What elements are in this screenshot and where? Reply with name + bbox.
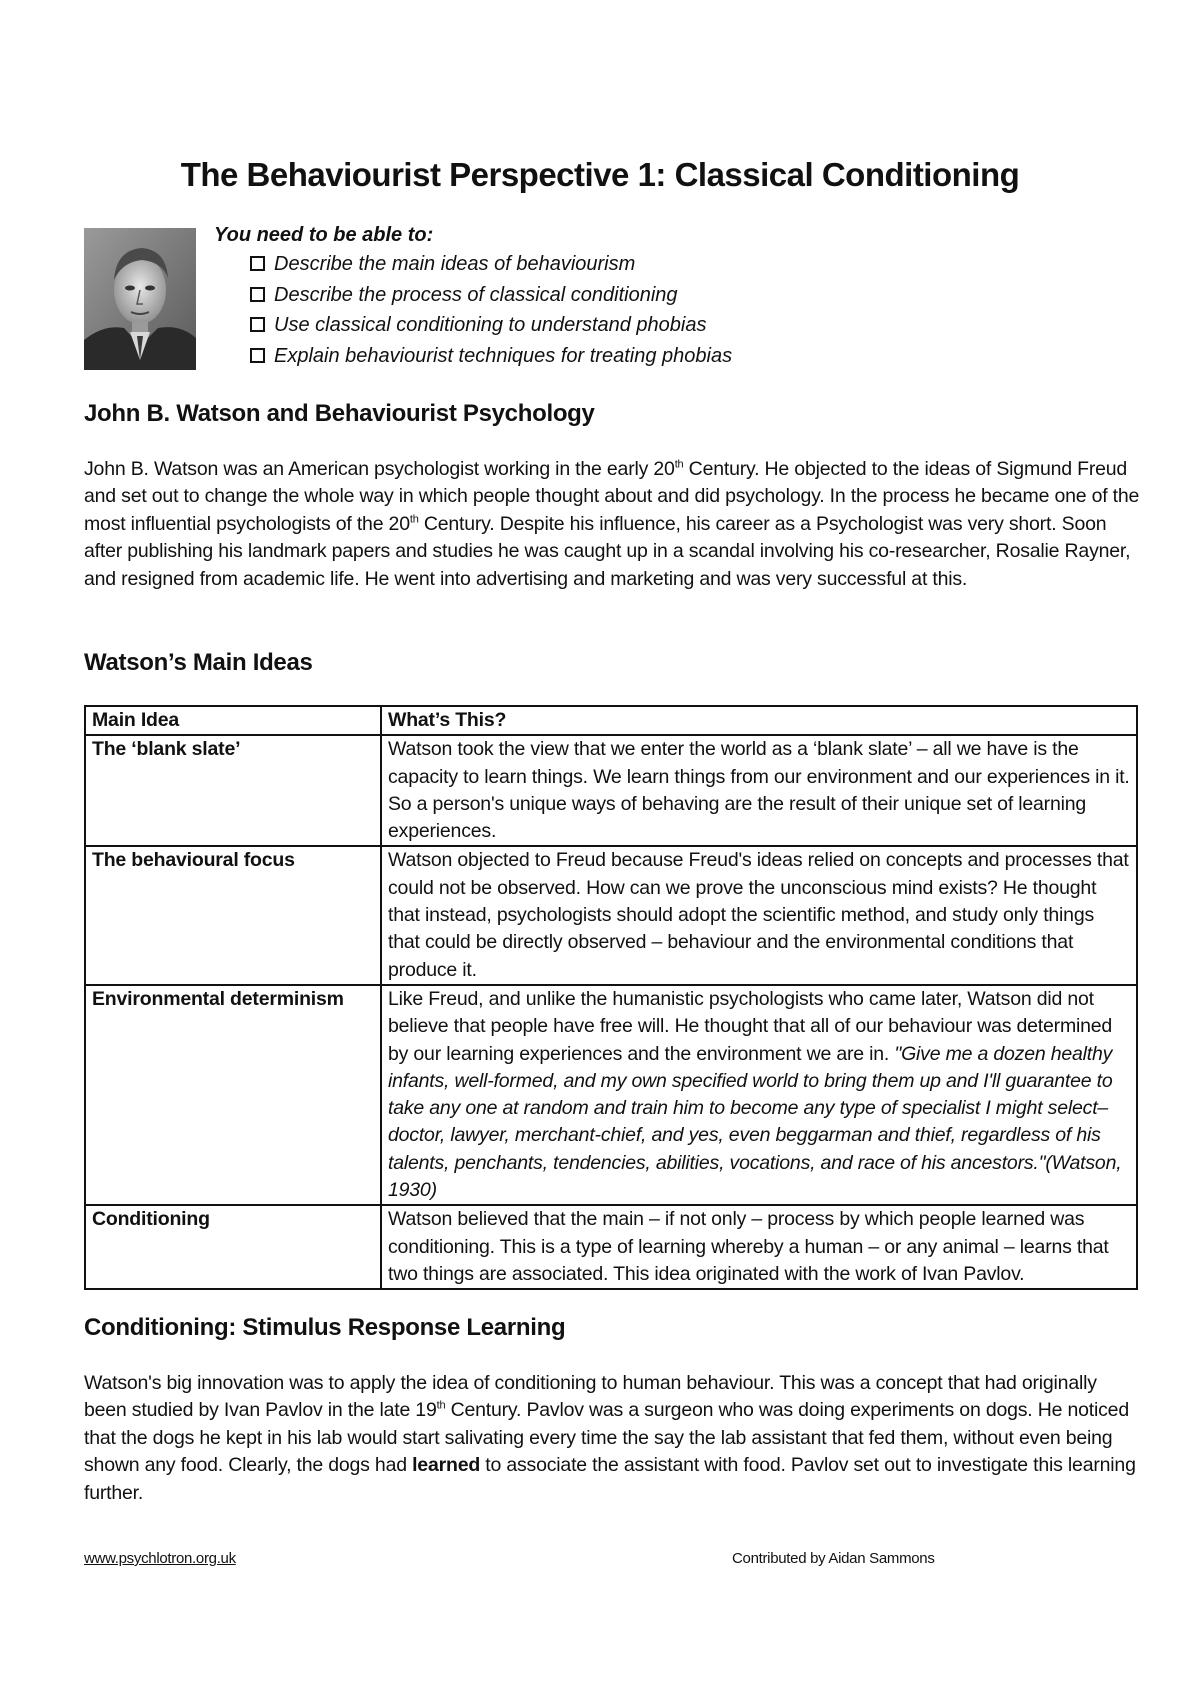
section-heading-conditioning: Conditioning: Stimulus Response Learning: [84, 1314, 566, 1341]
contributor-credit: Contributed by Aidan Sammons: [732, 1550, 935, 1567]
objective-text: Describe the process of classical conditioning: [274, 283, 678, 306]
objective-item: [250, 249, 732, 280]
main-idea-cell: Conditioning: [85, 1205, 381, 1289]
objective-text: Use classical conditioning to understand phobias: [274, 314, 707, 336]
portrait-photo: [84, 228, 196, 370]
objective-item: [250, 310, 732, 341]
objective-item: [250, 341, 732, 372]
table-row: [85, 1205, 1137, 1289]
checkbox-icon[interactable]: [250, 317, 265, 332]
learning-objectives: [214, 224, 732, 371]
objectives-list: [214, 249, 732, 371]
watson-quote: "Give me a dozen healthy infants, well-formed, and my own specified world to bring them up and I'll guarantee to take any one at random and train him to become any type of specialist I might select– doctor, lawyer, merchant-chief, and yes, even beggarman and thief, regardless of his talents, penchants, tendencies, abilities, vocations, and race of his ancestors."(Watson, 1930): [388, 1042, 1122, 1202]
checkbox-icon[interactable]: [250, 287, 265, 302]
objectives-heading: You need to be able to:: [214, 224, 434, 246]
section-heading-watson: John B. Watson and Behaviourist Psychology: [84, 400, 595, 427]
checkbox-icon[interactable]: [250, 256, 265, 271]
description-cell: Watson believed that the main – if not only – process by which people learned was conditioning. This is a type of learning whereby a human – or any animal – learns that two things are associated. This idea originated with the work of Ivan Pavlov.: [381, 1205, 1137, 1289]
conditioning-paragraph: Watson's big innovation was to apply the idea of conditioning to human behaviour. This was a concept that had originally been studied by Ivan Pavlov in the late 19th Century. Pavlov was a surgeon who was doing experiments on dogs. He noticed that the dogs he kept in his lab would start salivating every time the say the lab assistant that fed them, without even being shown any food. Clearly, the dogs had learned to associate the assistant with food. Pavlov set out to investigate this learning further.: [84, 1372, 1136, 1504]
column-header: What’s This?: [381, 706, 1137, 735]
checkbox-icon[interactable]: [250, 348, 265, 363]
description-cell: Like Freud, and unlike the humanistic psychologists who came later, Watson did not believe that people have free will. He thought that all of our behaviour was determined by our learning experiences and the environment we are in. "Give me a dozen healthy infants, well-formed, and my own specified world to bring them up and I'll guarantee to take any one at random and train him to become any type of specialist I might select– doctor, lawyer, merchant-chief, and yes, even beggarman and thief, regardless of his talents, penchants, tendencies, abilities, vocations, and race of his ancestors."(Watson, 1930): [381, 985, 1137, 1205]
table-row: [85, 735, 1137, 846]
table-row: [85, 985, 1137, 1205]
table-header-row: [85, 706, 1137, 735]
page-title: The Behaviourist Perspective 1: Classical Conditioning: [180, 156, 1020, 193]
column-header: Main Idea: [85, 706, 381, 735]
main-idea-cell: Environmental determinism: [85, 985, 381, 1205]
section-heading-main-ideas: Watson’s Main Ideas: [84, 649, 313, 676]
table-row: [85, 846, 1137, 984]
objective-text: Explain behaviourist techniques for treating phobias: [274, 344, 733, 367]
website-link[interactable]: www.psychlotron.org.uk: [84, 1550, 236, 1567]
main-idea-cell: The behavioural focus: [85, 846, 381, 984]
objective-item: [250, 280, 732, 311]
description-cell: Watson took the view that we enter the world as a ‘blank slate’ – all we have is the capacity to learn things. We learn things from our environment and our experiences in it. So a person's unique ways of behaving are the result of their unique set of learning experiences.: [381, 735, 1137, 846]
objective-text: Describe the main ideas of behaviourism: [274, 253, 636, 275]
main-idea-cell: The ‘blank slate’: [85, 735, 381, 846]
description-cell: Watson objected to Freud because Freud's ideas relied on concepts and processes that could not be observed. How can we prove the unconscious mind exists? He thought that instead, psychologists should adopt the scientific method, and study only things that could be directly observed – behaviour and the environmental conditions that produce it.: [381, 846, 1137, 984]
watson-paragraph: John B. Watson was an American psychologist working in the early 20th Century. He objected to the ideas of Sigmund Freud and set out to change the whole way in which people thought about and did psychology. In the process he became one of the most influential psychologists of the 20th Century. Despite his influence, his career as a Psychologist was very short. Soon after publishing his landmark papers and studies he was caught up in a scandal involving his co-researcher, Rosalie Rayner, and resigned from academic life. He went into advertising and marketing and was very successful at this.: [84, 458, 1140, 590]
main-ideas-table: [84, 705, 1138, 1290]
